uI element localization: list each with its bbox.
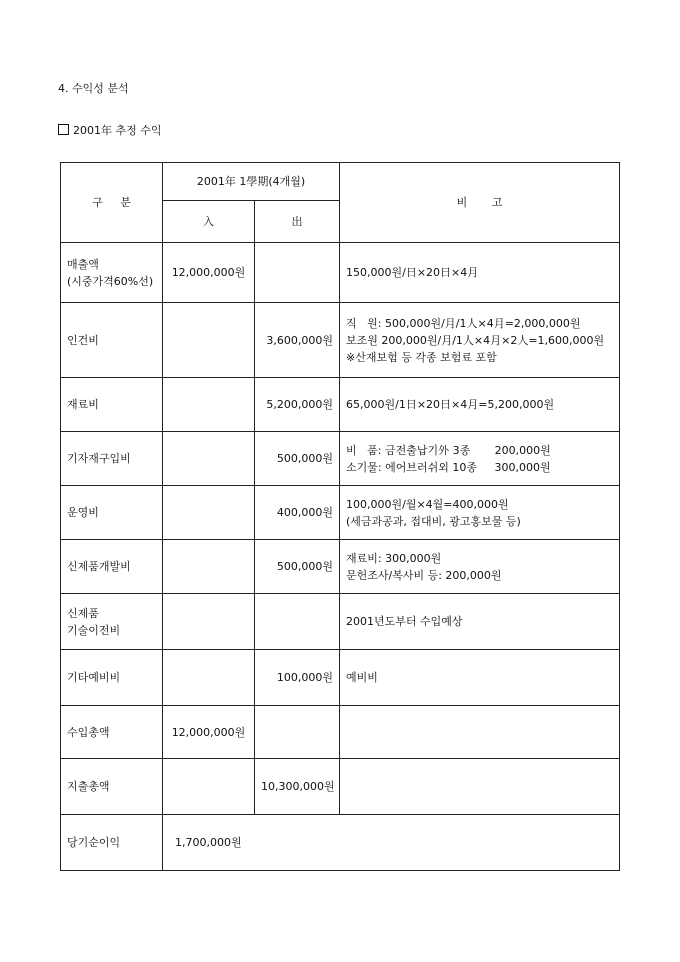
profit-label: 당기순이익 xyxy=(61,815,163,871)
row-label-line: 기자재구입비 xyxy=(67,452,131,465)
header-period: 2001年 1學期(4개월) xyxy=(163,163,340,201)
row-income xyxy=(163,540,255,594)
profit-analysis-table xyxy=(60,162,620,871)
row-label-line: 기타예비비 xyxy=(67,671,121,684)
row-remarks-line: ※산재보험 등 각종 보험료 포함 xyxy=(346,350,497,364)
subsection-title xyxy=(58,122,162,138)
row-label-line: 수입총액 xyxy=(67,725,110,739)
row-label xyxy=(61,594,163,650)
row-income: 12,000,000원 xyxy=(163,243,255,303)
row-label xyxy=(61,243,163,303)
table-row xyxy=(61,432,620,486)
row-remarks-line: 소기물: 에어브러쉬외 10종 300,000원 xyxy=(346,460,551,474)
table-row xyxy=(61,303,620,378)
row-remarks xyxy=(340,650,620,706)
section-title: 4. 수익성 분석 xyxy=(58,82,129,95)
subsection-title-text: 2001年 추정 수익 xyxy=(73,124,162,137)
row-label-line: 재료비 xyxy=(67,398,99,411)
table-row xyxy=(61,706,620,759)
row-expense: 500,000원 xyxy=(255,540,340,594)
row-remarks-line: 보조원 200,000원/月/1人×4月×2人=1,600,000원 xyxy=(346,333,605,347)
row-remarks-line: 150,000원/日×20日×4月 xyxy=(346,266,479,279)
row-income xyxy=(163,594,255,650)
row-label xyxy=(61,378,163,432)
row-label xyxy=(61,303,163,378)
row-income: 12,000,000원 xyxy=(163,706,255,759)
row-remarks-line: 65,000원/1日×20日×4月=5,200,000원 xyxy=(346,398,555,411)
table-row xyxy=(61,486,620,540)
row-remarks xyxy=(340,378,620,432)
row-label xyxy=(61,759,163,815)
table-body xyxy=(61,243,620,871)
row-income xyxy=(163,432,255,486)
row-remarks-line: 비 품: 금전출납기外 3종 200,000원 xyxy=(346,443,551,457)
profit-value: 1,700,000원 xyxy=(163,815,620,871)
row-remarks-line: 직 원: 500,000원/月/1人×4月=2,000,000원 xyxy=(346,316,581,330)
row-remarks-line: 2001년도부터 수입예상 xyxy=(346,615,463,628)
row-expense: 5,200,000원 xyxy=(255,378,340,432)
row-remarks-line: 예비비 xyxy=(346,671,378,684)
row-remarks xyxy=(340,303,620,378)
header-category: 구 분 xyxy=(61,163,163,243)
row-income xyxy=(163,650,255,706)
row-label-line: (시중가격60%선) xyxy=(67,274,154,288)
row-income xyxy=(163,303,255,378)
row-label-line: 신제품개발비 xyxy=(67,560,131,573)
row-remarks xyxy=(340,540,620,594)
row-remarks xyxy=(340,759,620,815)
header-remarks: 비 고 xyxy=(340,163,620,243)
row-expense: 500,000원 xyxy=(255,432,340,486)
row-remarks xyxy=(340,432,620,486)
row-income xyxy=(163,486,255,540)
row-label-line: 인건비 xyxy=(67,333,99,347)
row-label xyxy=(61,650,163,706)
row-expense xyxy=(255,706,340,759)
table-row xyxy=(61,243,620,303)
row-remarks xyxy=(340,706,620,759)
row-expense: 100,000원 xyxy=(255,650,340,706)
row-remarks-line: 재료비: 300,000원 xyxy=(346,551,442,565)
table-row xyxy=(61,594,620,650)
row-label-line: 기술이전비 xyxy=(67,623,121,637)
table-row xyxy=(61,378,620,432)
row-remarks xyxy=(340,243,620,303)
row-income xyxy=(163,378,255,432)
row-label-line: 지출총액 xyxy=(67,780,110,793)
row-label-line: 운영비 xyxy=(67,506,99,519)
checkbox-square-icon xyxy=(58,124,69,135)
row-income xyxy=(163,759,255,815)
table-row xyxy=(61,759,620,815)
row-label-line: 신제품 xyxy=(67,606,99,620)
row-label xyxy=(61,432,163,486)
table-row xyxy=(61,650,620,706)
row-remarks-line: 100,000원/월×4월=400,000원 xyxy=(346,497,509,511)
row-remarks-line: 문헌조사/복사비 등: 200,000원 xyxy=(346,568,502,582)
row-label xyxy=(61,706,163,759)
row-expense: 3,600,000원 xyxy=(255,303,340,378)
row-expense xyxy=(255,243,340,303)
row-remarks xyxy=(340,594,620,650)
row-label xyxy=(61,486,163,540)
row-remarks-line: (세금과공과, 접대비, 광고홍보물 등) xyxy=(346,514,521,528)
row-remarks xyxy=(340,486,620,540)
table-row xyxy=(61,540,620,594)
row-label xyxy=(61,540,163,594)
profit-row xyxy=(61,815,620,871)
row-label-line: 매출액 xyxy=(67,257,99,271)
header-expense: 出 xyxy=(255,201,340,243)
row-expense: 10,300,000원 xyxy=(255,759,340,815)
header-income: 入 xyxy=(163,201,255,243)
row-expense: 400,000원 xyxy=(255,486,340,540)
row-expense xyxy=(255,594,340,650)
